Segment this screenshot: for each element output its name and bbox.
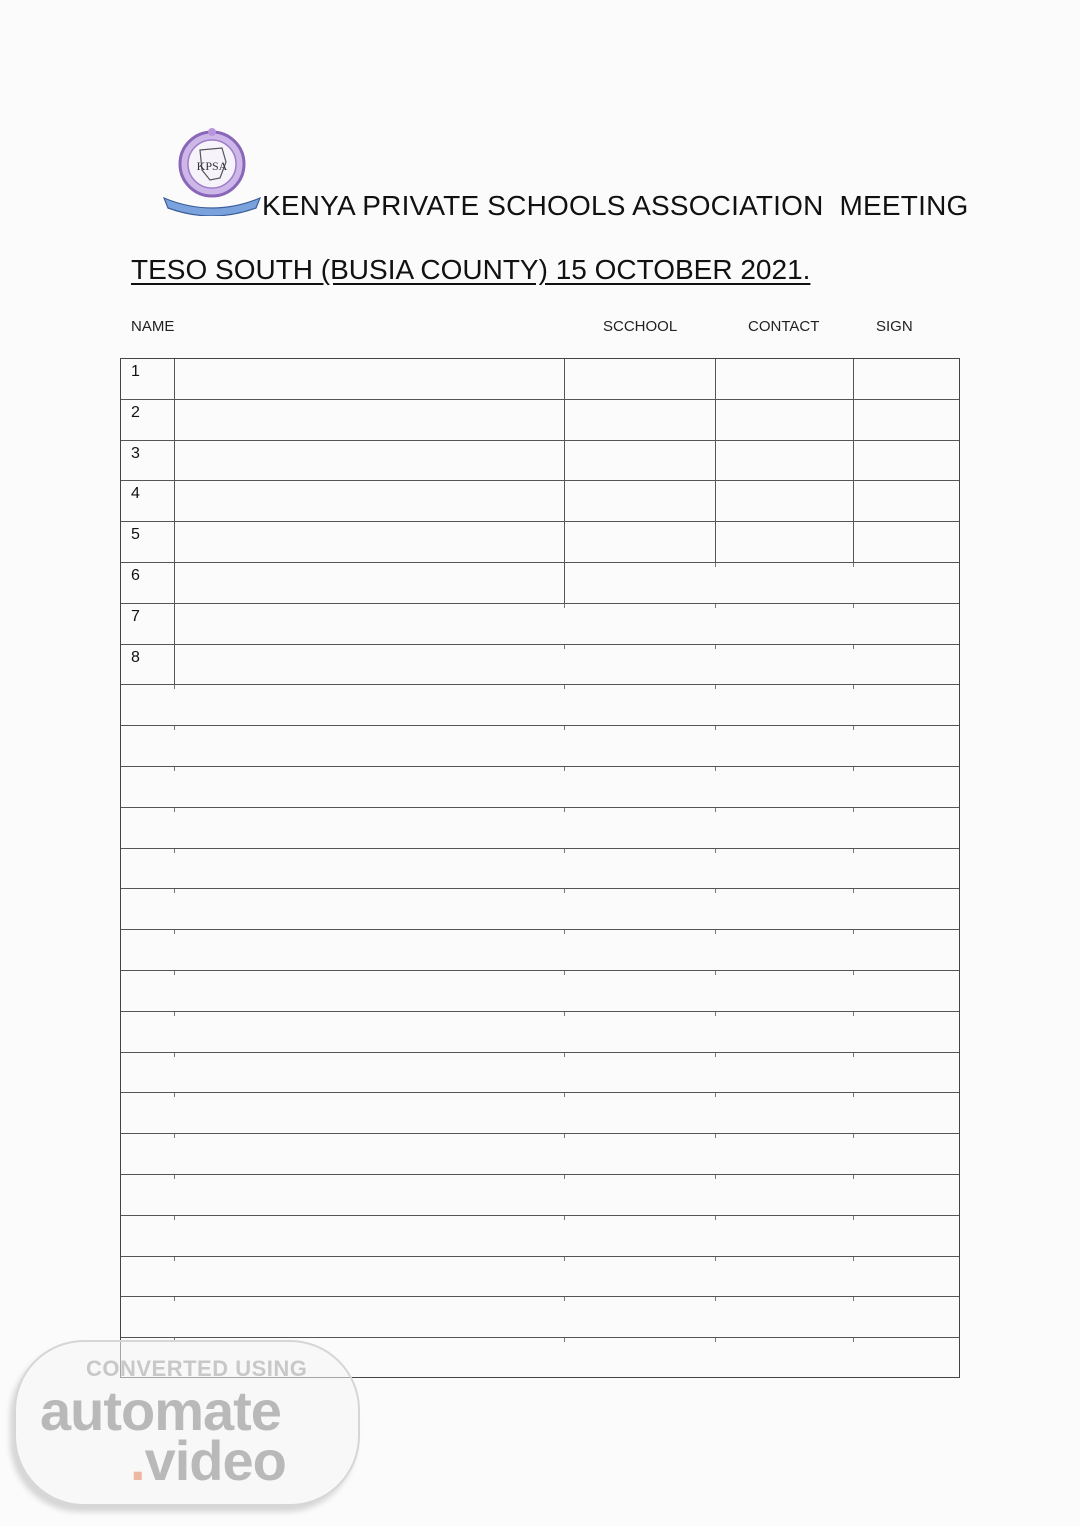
watermark-brand-word: video [144,1429,286,1492]
column-divider [174,441,175,482]
table-row [121,726,959,767]
watermark-dot: . [130,1429,145,1492]
column-tick [853,604,854,608]
column-tick [853,1338,854,1342]
column-tick [715,1053,716,1057]
column-tick [564,1093,565,1097]
column-tick [853,1175,854,1179]
column-divider [174,645,175,686]
row-number: 5 [131,526,140,544]
column-tick [715,1216,716,1220]
row-number: 7 [131,607,140,625]
column-tick [174,1012,175,1016]
table-row [121,808,959,849]
column-tick [564,971,565,975]
watermark-brand: automate [40,1379,281,1442]
column-tick [853,971,854,975]
column-divider [564,359,565,400]
column-tick [564,1134,565,1138]
column-tick [174,971,175,975]
column-divider [564,563,565,604]
watermark-badge [14,1340,360,1506]
row-number: 8 [131,648,140,666]
column-tick [564,1216,565,1220]
column-tick [715,1134,716,1138]
column-tick [715,645,716,649]
column-tick [564,726,565,730]
table-row [121,930,959,971]
column-divider [853,441,854,482]
table-row [121,1175,959,1216]
column-divider [715,481,716,522]
column-divider [174,481,175,522]
column-tick [853,1297,854,1301]
column-divider [715,400,716,441]
column-tick [174,1134,175,1138]
column-tick [853,645,854,649]
column-tick [564,1338,565,1342]
column-divider [715,522,716,563]
column-header-school: SCCHOOL [603,318,678,335]
column-tick [715,1012,716,1016]
table-row [121,1257,959,1298]
column-tick [853,726,854,730]
column-tick [564,808,565,812]
column-tick [853,1134,854,1138]
table-row [121,481,959,522]
column-tick [715,808,716,812]
column-tick [174,1093,175,1097]
column-tick [715,767,716,771]
column-tick [715,849,716,853]
column-tick [715,1297,716,1301]
column-tick [853,685,854,689]
column-tick [715,1175,716,1179]
column-divider [853,522,854,563]
table-row [121,1012,959,1053]
column-tick [564,645,565,649]
column-tick [715,889,716,893]
attendance-table [120,358,960,1378]
column-tick [174,930,175,934]
column-tick [564,1297,565,1301]
column-tick [715,604,716,608]
column-tick [174,1053,175,1057]
row-number: 3 [131,444,140,462]
table-row [121,889,959,930]
page-title: KENYA PRIVATE SCHOOLS ASSOCIATION MEETING [262,190,969,221]
column-tick [715,1093,716,1097]
column-tick [564,767,565,771]
column-tick [853,808,854,812]
column-tick [174,849,175,853]
column-tick [853,1012,854,1016]
column-tick [564,889,565,893]
table-row [121,1134,959,1175]
column-tick [853,930,854,934]
table-row [121,359,959,400]
table-row [121,1216,959,1257]
column-divider [174,604,175,645]
column-tick [564,1257,565,1261]
table-row [121,441,959,482]
column-tick [853,767,854,771]
table-row [121,685,959,726]
watermark-brand-suffix [130,1428,286,1493]
row-number: 1 [131,363,140,380]
table-row [121,849,959,890]
column-tick [174,1216,175,1220]
row-number: 6 [131,567,140,584]
column-tick [853,1093,854,1097]
column-tick [715,1257,716,1261]
column-tick [174,1257,175,1261]
table-row [121,645,959,686]
row-number: 4 [131,485,140,503]
table-row [121,767,959,808]
column-tick [564,1175,565,1179]
column-tick [564,930,565,934]
column-tick [715,971,716,975]
table-row [121,563,959,604]
column-tick [564,685,565,689]
column-tick [174,808,175,812]
meeting-subtitle: TESO SOUTH (BUSIA COUNTY) 15 OCTOBER 2021. [131,254,811,285]
column-tick [174,889,175,893]
column-tick [715,726,716,730]
table-row [121,604,959,645]
column-tick [174,726,175,730]
table-row [121,1093,959,1134]
column-divider [715,359,716,400]
column-tick [174,1175,175,1179]
watermark-caption: CONVERTED USING [86,1356,308,1381]
column-header-name: NAME [131,318,175,335]
column-tick [853,1216,854,1220]
column-tick [853,1053,854,1057]
column-divider [853,400,854,441]
column-divider [564,400,565,441]
column-divider [174,400,175,441]
column-divider [174,522,175,563]
column-tick [715,930,716,934]
column-divider [564,481,565,522]
column-tick [174,1297,175,1301]
svg-text:KPSA: KPSA [196,159,228,173]
column-divider [174,563,175,604]
table-row [121,1053,959,1094]
column-tick [174,685,175,689]
table-row [121,522,959,563]
column-tick [564,1012,565,1016]
column-divider [564,441,565,482]
column-tick [715,563,716,567]
column-tick [174,767,175,771]
column-divider [715,441,716,482]
column-tick [564,604,565,608]
column-tick [564,849,565,853]
column-divider [174,359,175,400]
table-row [121,971,959,1012]
kpsa-logo-icon [160,126,264,216]
row-number: 2 [131,403,140,421]
column-tick [853,849,854,853]
column-tick [853,563,854,567]
column-tick [715,685,716,689]
column-divider [564,522,565,563]
column-tick [853,1257,854,1261]
column-tick [715,1338,716,1342]
table-row [121,1297,959,1338]
column-divider [853,359,854,400]
column-header-sign: SIGN [876,318,913,335]
column-header-contact: CONTACT [748,318,820,335]
column-tick [564,1053,565,1057]
table-row [121,400,959,441]
column-tick [853,889,854,893]
column-divider [853,481,854,522]
